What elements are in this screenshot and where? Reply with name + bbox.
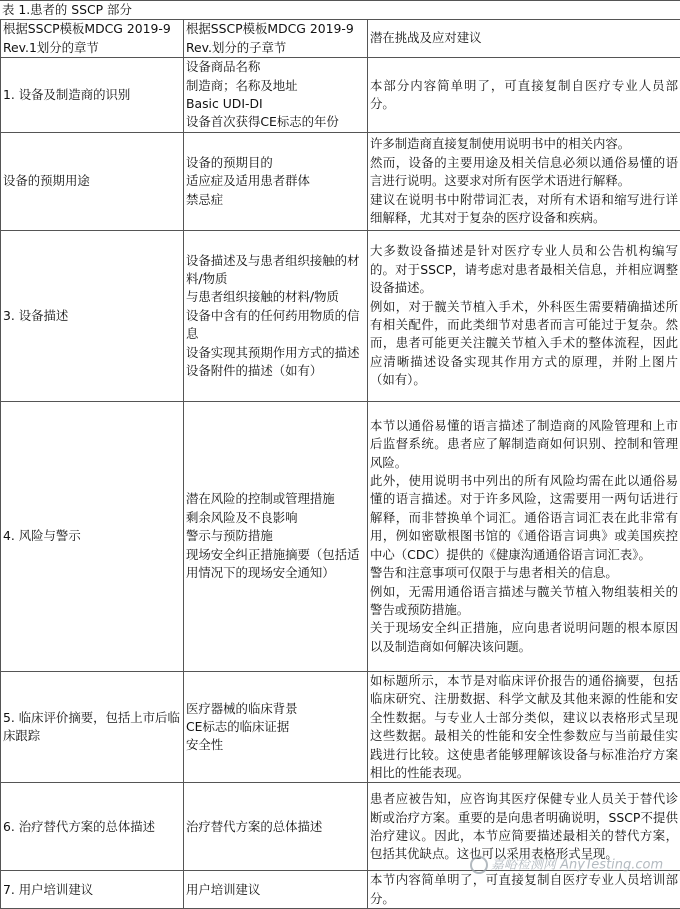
advice-paragraph: 如标题所示，本节是对临床评价报告的通俗摘要，包括临床研究、注册数据、科学文献及其他来源的性能和安全性数据。与专业人士部分类似，建议以表格形式呈现这些数据。最相关的性能和安全性参数应与当前最佳实践进行比较。这使患者能够理解该设备与标准治疗方案相比的性能表现。: [370, 672, 678, 782]
subsection-line: 设备实现其预期作用方式的描述: [186, 344, 365, 362]
advice-paragraph: 警告和注意事项可仅限于与患者相关的信息。: [370, 564, 678, 582]
subsections-cell: [184, 871, 368, 909]
section-cell: 5. 临床评价摘要，包括上市后临床跟踪: [1, 672, 184, 783]
advice-cell: [368, 871, 680, 909]
section-cell: 设备的预期用途: [1, 133, 184, 231]
subsections-cell: [184, 133, 368, 231]
subsection-line: 警示与预防措施: [186, 527, 365, 545]
subsection-line: 设备中含有的任何药用物质的信息: [186, 307, 365, 344]
table-header-row: [1, 20, 680, 58]
subsection-line: 设备附件的描述（如有）: [186, 362, 365, 380]
subsection-line: 安全性: [186, 736, 365, 754]
subsection-line: 制造商；名称及地址: [186, 77, 365, 95]
subsections-cell: [184, 402, 368, 672]
subsection-line: CE标志的临床证据: [186, 718, 365, 736]
advice-cell: [368, 133, 680, 231]
advice-cell: [368, 672, 680, 783]
subsection-line: 潜在风险的控制或管理措施: [186, 490, 365, 508]
advice-cell: [368, 402, 680, 672]
advice-paragraph: 本部分内容简单明了，可直接复制自医疗专业人员部分。: [370, 77, 678, 114]
subsection-line: 设备首次获得CE标志的年份: [186, 113, 365, 131]
table-row: [1, 783, 680, 871]
subsection-line: 用户培训建议: [186, 881, 365, 899]
advice-paragraph: 例如，对于髋关节植入手术，外科医生需要精确描述所有相关配件，而此类细节对患者而言可能过于复杂。然而，患者可能更关注髋关节植入手术的整体流程，因此应清晰描述设备实现其作用方式的原理，并附上图片（如有）。: [370, 298, 678, 390]
table-row: [1, 58, 680, 133]
advice-cell: [368, 58, 680, 133]
subsection-line: 设备描述及与患者组织接触的材料/物质: [186, 252, 365, 289]
advice-paragraph: 例如，无需用通俗语言描述与髋关节植入物组装相关的警告或预防措施。: [370, 583, 678, 620]
subsection-line: 设备商品名称: [186, 58, 365, 76]
watermark-text: 嘉峪检测网 AnyTesting.com: [491, 858, 663, 873]
subsection-line: 现场安全纠正措施摘要（包括适用情况下的现场安全通知）: [186, 546, 365, 583]
subsection-line: 设备的预期目的: [186, 154, 365, 172]
table-row: [1, 402, 680, 672]
subsection-line: 与患者组织接触的材料/物质: [186, 288, 365, 306]
table-caption: 表 1.患者的 SSCP 部分: [0, 0, 680, 19]
subsections-cell: [184, 231, 368, 402]
advice-paragraph: 建议在说明书中附带词汇表，对所有术语和缩写进行详细解释，尤其对于复杂的医疗设备和疾病。: [370, 191, 678, 228]
header-section: 根据SSCP模板MDCG 2019-9 Rev.1划分的章节: [1, 20, 184, 58]
subsection-line: 治疗替代方案的总体描述: [186, 818, 365, 836]
section-cell: 4. 风险与警示: [1, 402, 184, 672]
subsection-line: 禁忌症: [186, 191, 365, 209]
subsection-line: 剩余风险及不良影响: [186, 509, 365, 527]
section-cell: 6. 治疗替代方案的总体描述: [1, 783, 184, 871]
advice-cell: [368, 783, 680, 871]
advice-paragraph: 许多制造商直接复制使用说明书中的相关内容。: [370, 135, 678, 153]
table-row: [1, 871, 680, 909]
header-advice: 潜在挑战及应对建议: [368, 20, 680, 58]
subsection-line: 医疗器械的临床背景: [186, 700, 365, 718]
table-row: [1, 133, 680, 231]
advice-cell: [368, 231, 680, 402]
subsection-line: 适应症及适用患者群体: [186, 172, 365, 190]
advice-paragraph: 本节以通俗易懂的语言描述了制造商的风险管理和上市后监督系统。患者应了解制造商如何识别、控制和管理风险。: [370, 417, 678, 472]
advice-paragraph: 关于现场安全纠正措施，应向患者说明问题的根本原因以及制造商如何解决该问题。: [370, 619, 678, 656]
subsections-cell: [184, 783, 368, 871]
table-row: [1, 231, 680, 402]
section-cell: 1. 设备及制造商的识别: [1, 58, 184, 133]
advice-paragraph: 然而，设备的主要用途及相关信息必须以通俗易懂的语言进行说明。这要求对所有医学术语进行解释。: [370, 154, 678, 191]
table-row: [1, 672, 680, 783]
advice-paragraph: 本节内容简单明了，可直接复制自医疗专业人员培训部分。: [370, 871, 678, 908]
section-cell: 7. 用户培训建议: [1, 871, 184, 909]
subsection-line: Basic UDI-DI: [186, 95, 365, 113]
header-subsection: 根据SSCP模板MDCG 2019-9 Rev.划分的子章节: [184, 20, 368, 58]
advice-paragraph: 此外，使用说明书中列出的所有风险均需在此以通俗易懂的语言描述。对于许多风险，这需要用一两句话进行解释，而非替换单个词汇。通俗语言词汇表在此非常有用，例如密歇根图书馆的《通俗语言词典》或美国疾控中心（CDC）提供的《健康沟通通俗语言词汇表》。: [370, 472, 678, 564]
advice-paragraph: 患者应被告知，应咨询其医疗保健专业人员关于替代诊断或治疗方案。重要的是向患者明确说明，SSCP不提供治疗建议。因此，本节应简要描述最相关的替代方案，包括其优缺点。这也可以采用表格形式呈现。: [370, 790, 678, 864]
advice-paragraph: 大多数设备描述是针对医疗专业人员和公告机构编写的。对于SSCP，请考虑对患者最相关信息，并相应调整设备描述。: [370, 242, 678, 297]
section-cell: 3. 设备描述: [1, 231, 184, 402]
sscp-table: [0, 19, 680, 909]
subsections-cell: [184, 58, 368, 133]
subsections-cell: [184, 672, 368, 783]
